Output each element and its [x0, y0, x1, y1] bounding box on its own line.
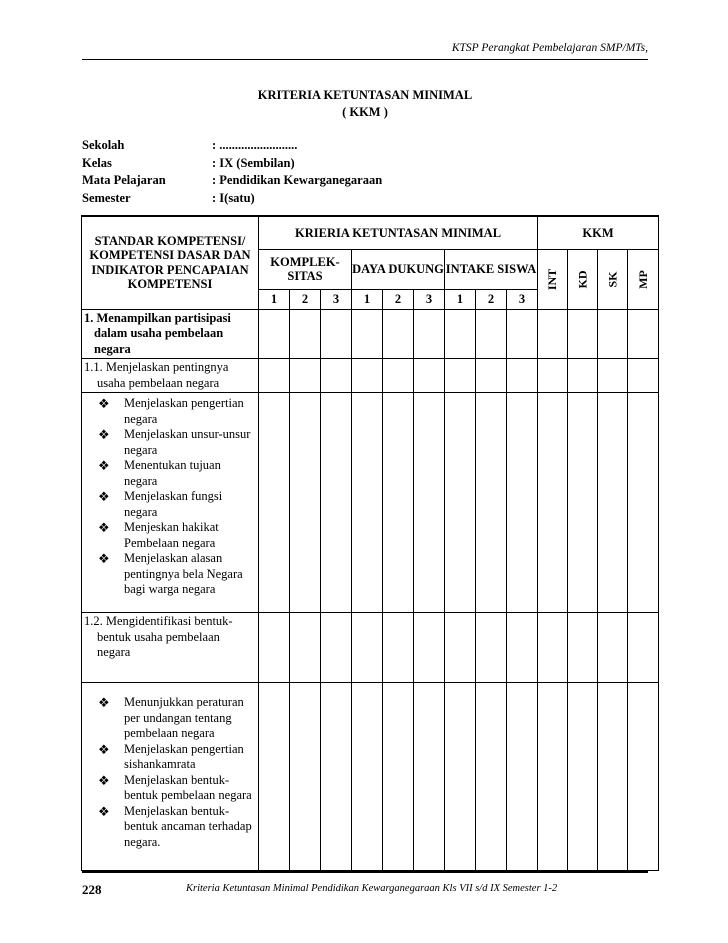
- table-row: [82, 683, 659, 871]
- score-cell[interactable]: [628, 683, 659, 871]
- score-cell[interactable]: [628, 613, 659, 683]
- table-row: [82, 613, 659, 683]
- score-cell[interactable]: [290, 309, 321, 359]
- score-cell[interactable]: [507, 683, 538, 871]
- info-block: [82, 138, 382, 208]
- score-cell[interactable]: [321, 613, 352, 683]
- score-cell[interactable]: [598, 613, 628, 683]
- table-row: [82, 359, 659, 393]
- kkm-col-sk: [598, 249, 628, 309]
- score-cell[interactable]: [414, 613, 445, 683]
- score-cell[interactable]: [321, 393, 352, 613]
- kkm-col-int: [538, 249, 568, 309]
- indicator-text: Menjelaskan fungsi negara: [124, 489, 223, 519]
- score-cell[interactable]: [476, 309, 507, 359]
- score-cell[interactable]: [259, 613, 290, 683]
- indicator-text: Menjelaskan alasan pentingnya bela Negara bagi warga negara: [124, 551, 243, 596]
- footer-title: Kriteria Ketuntasan Minimal Pendidikan Kewarganegaraan Kls VII s/d IX Semester 1-2: [186, 883, 558, 894]
- info-value: : .........................: [212, 138, 298, 152]
- header-kriteria: KRIERIA KETUNTASAN MINIMAL: [259, 216, 538, 249]
- score-cell[interactable]: [507, 359, 538, 393]
- score-cell[interactable]: [383, 613, 414, 683]
- score-cell[interactable]: [598, 309, 628, 359]
- info-row-semester: [82, 191, 382, 209]
- indicator-item: [82, 742, 256, 773]
- subcol-number: 3: [321, 289, 352, 309]
- standar-kompetensi-text: [84, 311, 256, 358]
- score-cell[interactable]: [507, 309, 538, 359]
- indicator-text: Menjelaskan unsur-unsur negara: [124, 427, 251, 457]
- standar-kompetensi-number: 1.: [84, 310, 94, 325]
- kkm-table: [81, 215, 659, 871]
- score-cell[interactable]: [598, 393, 628, 613]
- score-cell[interactable]: [414, 309, 445, 359]
- score-cell[interactable]: [538, 393, 568, 613]
- score-cell[interactable]: [352, 613, 383, 683]
- score-cell[interactable]: [476, 613, 507, 683]
- indicator-item: [82, 804, 256, 851]
- subcol-number: 2: [383, 289, 414, 309]
- header-kkm: KKM: [538, 216, 659, 249]
- indicator-cell: [82, 393, 259, 613]
- score-cell[interactable]: [476, 359, 507, 393]
- kkm-col-kd: [568, 249, 598, 309]
- info-row-kelas: [82, 156, 382, 174]
- indicator-cell: [82, 683, 259, 871]
- info-label: Kelas: [82, 155, 112, 170]
- indicator-item: [82, 458, 256, 489]
- score-cell[interactable]: [290, 613, 321, 683]
- score-cell[interactable]: [445, 309, 476, 359]
- score-cell[interactable]: [598, 359, 628, 393]
- indicator-item: [82, 551, 256, 598]
- indicator-cell: [82, 613, 259, 683]
- diamond-bullet-icon: ❖: [98, 458, 110, 473]
- info-label: Sekolah: [82, 138, 125, 152]
- indicator-item: [82, 427, 256, 458]
- group-daya-dukung: DAYA DUKUNG: [352, 249, 445, 289]
- indicator-text: Menjelaskan bentuk-bentuk pembelaan negara: [124, 772, 252, 802]
- indicator-text: Menjelaskan bentuk-bentuk ancaman terhadap negara.: [124, 803, 252, 849]
- score-cell[interactable]: [507, 613, 538, 683]
- document-title: [82, 87, 648, 121]
- score-cell[interactable]: [568, 683, 598, 871]
- score-cell[interactable]: [383, 393, 414, 613]
- score-cell[interactable]: [538, 359, 568, 393]
- indicator-text: Menentukan tujuan negara: [124, 458, 221, 488]
- score-cell[interactable]: [259, 309, 290, 359]
- subcol-number: 1: [259, 289, 290, 309]
- header-rule: [82, 59, 648, 60]
- info-row-mata-pelajaran: [82, 173, 382, 191]
- indicator-item: [82, 773, 256, 804]
- diamond-bullet-icon: ❖: [98, 695, 110, 710]
- score-cell[interactable]: [383, 359, 414, 393]
- indicator-cell: [82, 359, 259, 393]
- group-intake-siswa: INTAKE SISWA: [445, 249, 538, 289]
- score-cell[interactable]: [321, 359, 352, 393]
- diamond-bullet-icon: ❖: [98, 551, 110, 566]
- table-row: [82, 309, 659, 359]
- diamond-bullet-icon: ❖: [98, 396, 110, 411]
- indicator-item: [82, 396, 256, 427]
- score-cell[interactable]: [538, 683, 568, 871]
- kkm-col-mp: [628, 249, 659, 309]
- indicator-text: Menunjukkan peraturan per undangan tentang pembelaan negara: [124, 695, 244, 740]
- score-cell[interactable]: [290, 393, 321, 613]
- kkm-col-kd-label: KD: [575, 270, 590, 288]
- kkm-col-mp-label: MP: [635, 269, 650, 289]
- info-value: : I(satu): [212, 190, 255, 205]
- score-cell[interactable]: [445, 613, 476, 683]
- score-cell[interactable]: [414, 359, 445, 393]
- info-value: : IX (Sembilan): [212, 155, 295, 170]
- score-cell[interactable]: [445, 359, 476, 393]
- header-standar-kompetensi: STANDAR KOMPETENSI/ KOMPETENSI DASAR DAN INDIKATOR PENCAPAIAN KOMPETENSI: [82, 216, 259, 309]
- score-cell[interactable]: [383, 683, 414, 871]
- score-cell[interactable]: [321, 309, 352, 359]
- score-cell[interactable]: [321, 683, 352, 871]
- score-cell[interactable]: [598, 683, 628, 871]
- score-cell[interactable]: [628, 393, 659, 613]
- indicator-text: Menjeskan hakikat Pembelaan negara: [124, 520, 219, 550]
- diamond-bullet-icon: ❖: [98, 741, 110, 757]
- score-cell[interactable]: [352, 683, 383, 871]
- score-cell[interactable]: [290, 683, 321, 871]
- score-cell[interactable]: [290, 359, 321, 393]
- page-number: 228: [82, 882, 102, 897]
- kkm-col-sk-label: SK: [605, 270, 620, 288]
- diamond-bullet-icon: ❖: [98, 427, 110, 442]
- indicator-cell: [82, 309, 259, 359]
- score-cell[interactable]: [538, 309, 568, 359]
- diamond-bullet-icon: ❖: [98, 803, 110, 819]
- standar-kompetensi-label: Menampilkan partisipasi dalam usaha pembelaan negara: [94, 310, 231, 356]
- subcol-number: 3: [414, 289, 445, 309]
- diamond-bullet-icon: ❖: [98, 520, 110, 535]
- diamond-bullet-icon: ❖: [98, 772, 110, 788]
- subcol-number: 1: [352, 289, 383, 309]
- score-cell[interactable]: [538, 613, 568, 683]
- subcol-number: 1: [445, 289, 476, 309]
- indicator-item: [82, 520, 256, 551]
- table-row: [82, 393, 659, 613]
- running-header: KTSP Perangkat Pembelajaran SMP/MTs,: [451, 42, 648, 54]
- info-row-sekolah: [82, 138, 382, 156]
- subcol-number: 3: [507, 289, 538, 309]
- score-cell[interactable]: [507, 393, 538, 613]
- indicator-text: Menjelaskan pengertian negara: [124, 396, 244, 426]
- score-cell[interactable]: [476, 393, 507, 613]
- kompetensi-dasar-text: 1.1. Menjelaskan pentingnya usaha pembelaan negara: [84, 360, 229, 390]
- indicator-item: [82, 489, 256, 520]
- group-kompleksitas: KOMPLEK-SITAS: [259, 249, 352, 289]
- score-cell[interactable]: [568, 613, 598, 683]
- score-cell[interactable]: [414, 393, 445, 613]
- title-line-1: KRITERIA KETUNTASAN MINIMAL: [257, 88, 473, 102]
- score-cell[interactable]: [383, 309, 414, 359]
- indicator-text: Menjelaskan pengertian sishankamrata: [124, 741, 244, 771]
- score-cell[interactable]: [445, 393, 476, 613]
- subcol-number: 2: [290, 289, 321, 309]
- score-cell[interactable]: [259, 683, 290, 871]
- score-cell[interactable]: [568, 359, 598, 393]
- score-cell[interactable]: [476, 683, 507, 871]
- score-cell[interactable]: [259, 393, 290, 613]
- title-line-2: ( KKM ): [342, 105, 388, 119]
- score-cell[interactable]: [628, 359, 659, 393]
- score-cell[interactable]: [352, 359, 383, 393]
- footer-rule: [82, 871, 648, 873]
- score-cell[interactable]: [445, 683, 476, 871]
- score-cell[interactable]: [628, 309, 659, 359]
- score-cell[interactable]: [568, 309, 598, 359]
- score-cell[interactable]: [414, 683, 445, 871]
- info-value: : Pendidikan Kewarganegaraan: [212, 173, 383, 187]
- kompetensi-dasar-text: 1.2. Mengidentifikasi bentuk-bentuk usaha pembelaan negara: [84, 614, 233, 659]
- subcol-number: 2: [476, 289, 507, 309]
- score-cell[interactable]: [352, 393, 383, 613]
- info-label: Semester: [82, 190, 131, 205]
- score-cell[interactable]: [352, 309, 383, 359]
- kkm-col-int-label: INT: [545, 268, 560, 290]
- info-label: Mata Pelajaran: [82, 173, 166, 187]
- diamond-bullet-icon: ❖: [98, 489, 110, 504]
- score-cell[interactable]: [259, 359, 290, 393]
- indicator-item: [82, 695, 256, 742]
- score-cell[interactable]: [568, 393, 598, 613]
